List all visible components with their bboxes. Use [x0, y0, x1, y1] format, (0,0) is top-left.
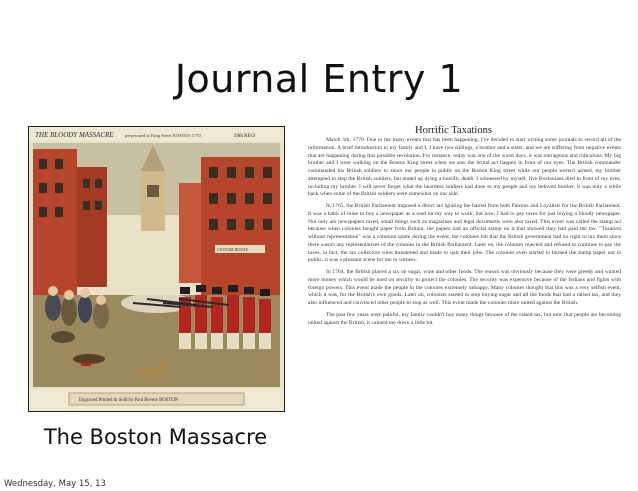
journal-paragraph: The past few years were painful, my family couldn't buy many things because of the raised tax, but now that people are becoming united against the British, it calmed me down a little bit.: [308, 311, 621, 326]
journal-paragraph: In 1764, the British placed a tax on sugar, wine and other foods. The reason was obviously because they were greedy and wanted more money which would be used on security to protect the colonies. The security was expensive because of the Indians and fights with foreign powers. This event made the people in the colonies extremely unhappy. Many colonies thought that this was a very selfish event, which it was, for the British's own goods. Later on, colonists started to stop buying sugar and all the foods that had a raised tax, and they also influenced and convinced other people to stop as well. This event made the colonies more united against the British.: [308, 269, 621, 306]
svg-text:Engraved Printed & Sold by Pau: Engraved Printed & Sold by Paul Revere BOSTON: [79, 398, 179, 403]
entry-heading: Horrific Taxations: [415, 125, 492, 136]
engraving-picture: [29, 127, 284, 411]
boston-massacre-engraving: [28, 126, 285, 412]
journal-text: [308, 137, 621, 331]
image-caption: The Boston Massacre: [43, 425, 268, 449]
svg-text:CUSTOM HOUSE: CUSTOM HOUSE: [217, 247, 248, 252]
journal-paragraph: In 1765, the British Parliament imposed a direct tax igniting the hatred from both Patriots and Loyalists for the British Parliament. It was a habit of mine to buy a newspaper as a read on my way to work; but now, I had to pay taxes for just buying a bloody newspaper. Not only are newspapers taxed, small things such as magazines and legal documents were also taxed. This event was called the stamp act because when colonies bought paper from Britain, the papers had an official stamp on it that showed they had paid the tax. "Taxation without representation" was a common quote during the event, the colonies felt that the British government had no right to tax them since there wasn't any representatives of the colonies in the British Parliament. Later on, the colonies rejected and refused to continue to pay the taxes, in fact, the tax collectors were threatened and made to quit their jobs. The colonies even started to burned the stamp paper out in public, it was a pleasant scene for me to witness.: [308, 203, 621, 264]
svg-text:perpetrated in King Street BOS: perpetrated in King Street BOSTON 1770: [125, 133, 201, 138]
svg-text:29th REGt: 29th REGt: [234, 134, 256, 139]
svg-text:THE BLOODY MASSACRE: THE BLOODY MASSACRE: [35, 131, 114, 139]
footer-date: Wednesday, May 15, 13: [4, 479, 106, 489]
journal-paragraph: March 5th, 1770. Due to the many events that has been happening, I've decided to start writing some journals to record all of the information. A brief introduction to my family and I, I have two siblings, a brother and a sister, and we are suffering from negative events that are happening during this possible revolution. For instance, today was one of the worst days, it was outrageous and ridiculous. My big brother and I were walking on the Boston King street when we saw the brutal act happen in front of our eyes. The British commander commanded his British soldiers to shoot our people in public on the Boston King street while our people weren't armed, my brother attempted to stop the British soldiers, but ended up dying a horrific death. I witnessed by myself, five Bostonians died in front of my eyes, including my brother. I will never forget what the heartless soldiers had done to my people and my beloved brother, it was only a while back when some of the British soldiers were somewhat on our side.: [308, 137, 621, 198]
slide-title: Journal Entry 1: [174, 57, 464, 101]
